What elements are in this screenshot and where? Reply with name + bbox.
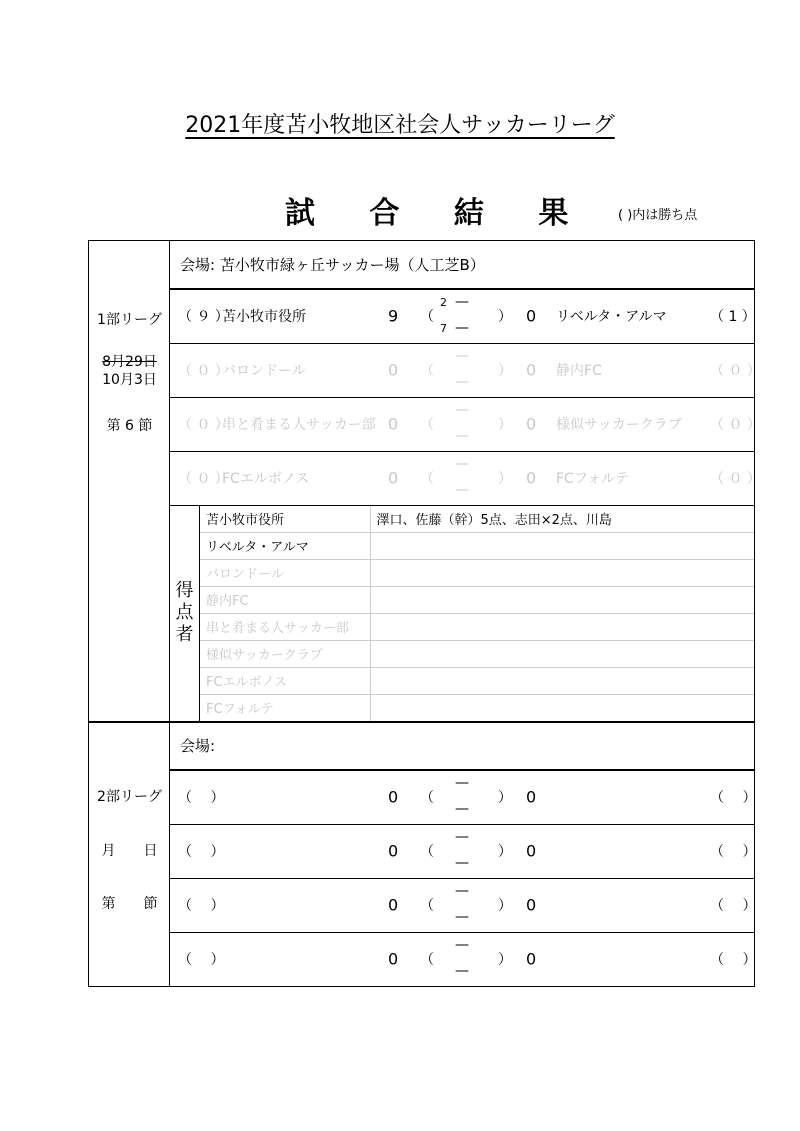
scorer-row (200, 613, 754, 640)
half-close-paren: ） (498, 363, 512, 379)
league2-round: 第 節 (101, 895, 158, 912)
home-points: （ ０ ） (178, 363, 229, 379)
away-team: FCフォルテ (556, 471, 630, 487)
half-dash: — (455, 800, 469, 817)
match-row-4 (170, 451, 761, 505)
scorer-players (370, 667, 754, 694)
away-team: リベルタ・アルマ (556, 309, 667, 325)
half-dash: — (455, 401, 469, 418)
away-team: 静内FC (556, 363, 602, 379)
half-open-paren: （ (420, 952, 434, 968)
half-close-paren: ） (498, 844, 512, 860)
home-score: 0 (388, 841, 399, 861)
half-open-paren: （ (420, 417, 434, 433)
scorer-players: 澤口、佐藤（幹）5点、志田×2点、川島 (370, 506, 754, 533)
match-row-7 (170, 878, 755, 932)
home-score: 0 (388, 787, 399, 807)
half-dash: — (455, 481, 469, 498)
league2-date: 月 日 (101, 842, 158, 859)
half-open-paren: （ (420, 363, 434, 379)
scorer-row (200, 532, 754, 559)
scorer-row (200, 640, 754, 667)
away-score: 0 (526, 360, 537, 380)
scorer-team: FCエルボノス (200, 667, 370, 694)
scorers-label-char: 得 (175, 580, 194, 601)
scorer-players (370, 694, 754, 721)
half-dash: — (455, 427, 469, 444)
half-dash: — (455, 936, 469, 953)
away-score: 0 (526, 414, 537, 434)
half-dash: — (455, 347, 469, 364)
half-away-score: 7 (440, 321, 447, 335)
away-score: 0 (526, 895, 537, 915)
half-dash: — (455, 882, 469, 899)
home-score: 0 (388, 360, 399, 380)
half-dash: — (455, 828, 469, 845)
scorer-team: 様似サッカークラブ (200, 640, 370, 667)
home-points: （ ） (178, 790, 225, 806)
home-points: （ ） (178, 844, 225, 860)
home-score: 0 (388, 949, 399, 969)
away-points: （ ） (710, 898, 757, 914)
home-team: FCエルボノス (222, 471, 310, 487)
half-close-paren: ） (498, 952, 512, 968)
half-dash: — (455, 854, 469, 871)
half-open-paren: （ (420, 790, 434, 806)
scorer-row (200, 586, 754, 613)
away-points: （ ０ ） (710, 363, 761, 379)
half-open-paren: （ (420, 471, 434, 487)
away-points: （ ） (710, 952, 757, 968)
points-note: ( )内は勝ち点 (618, 208, 698, 223)
half-dash: — (455, 319, 469, 336)
scorers-label-char: 点 (175, 602, 194, 623)
home-score: 9 (388, 306, 399, 326)
league1-venue: 会場: 苫小牧市緑ヶ丘サッカー場（人工芝B） (170, 241, 755, 289)
away-points: （ ０ ） (710, 471, 761, 487)
scorer-team: 苫小牧市役所 (200, 506, 370, 533)
league1-date: 10月3日 (102, 372, 157, 388)
home-points: （ ） (178, 952, 225, 968)
home-points: （ ９ ） (178, 309, 229, 325)
half-open-paren: （ (420, 309, 434, 325)
league2-venue: 会場: (170, 722, 755, 770)
scorer-players (370, 532, 754, 559)
league1-date-old: 8月29日 (102, 354, 157, 370)
home-score: 0 (388, 468, 399, 488)
scorer-team: FCフォルテ (206, 702, 274, 717)
scorers-table (200, 506, 754, 721)
match-row-3 (170, 397, 761, 451)
half-close-paren: ） (498, 471, 512, 487)
half-dash: — (455, 455, 469, 472)
half-close-paren: ） (498, 417, 512, 433)
scorer-row (200, 559, 754, 586)
half-dash: — (455, 962, 469, 979)
scorer-players (370, 559, 754, 586)
half-close-paren: ） (498, 309, 512, 325)
match-row-8 (170, 932, 755, 986)
away-team: 様似サッカークラブ (556, 417, 682, 433)
scorer-players (370, 640, 754, 667)
away-score: 0 (526, 468, 537, 488)
results-table (88, 240, 761, 987)
page-heading: 試 合 結 果 (285, 196, 591, 231)
league2-label: 2部リーグ (97, 788, 162, 805)
scorers-cell (200, 505, 755, 722)
home-team: バロンドール (222, 363, 306, 379)
half-close-paren: ） (498, 790, 512, 806)
scorers-label-char: 者 (175, 624, 194, 645)
match-row-2 (170, 343, 761, 397)
half-dash: — (455, 908, 469, 925)
away-points: （ ） (710, 844, 757, 860)
league2-label-cell (89, 722, 170, 987)
home-team: 苫小牧市役所 (222, 309, 306, 325)
away-points: （ ０ ） (710, 417, 761, 433)
scorer-row (200, 667, 754, 694)
league1-label: 1部リーグ (97, 312, 162, 328)
match-row-1 (170, 289, 755, 344)
league1-round: 第 6 節 (106, 418, 153, 434)
away-score: 0 (526, 306, 537, 326)
home-team: 串と肴まる人サッカー部 (222, 417, 376, 433)
home-points: （ ０ ） (178, 471, 229, 487)
away-score: 0 (526, 787, 537, 807)
away-score: 0 (526, 949, 537, 969)
home-points: （ ０ ） (178, 417, 229, 433)
half-close-paren: ） (498, 898, 512, 914)
scorer-team: 串と肴まる人サッカー部 (200, 613, 370, 640)
half-dash: — (455, 373, 469, 390)
half-home-score: 2 (440, 295, 447, 309)
scorer-row (200, 694, 754, 721)
scorer-players (370, 613, 754, 640)
home-score: 0 (388, 414, 399, 434)
home-score: 0 (388, 895, 399, 915)
half-open-paren: （ (420, 844, 434, 860)
home-points: （ ） (178, 898, 225, 914)
away-score: 0 (526, 841, 537, 861)
match-row-5 (170, 770, 755, 825)
scorers-label (170, 505, 200, 722)
document-title: 2021年度苫小牧地区社会人サッカーリーグ (185, 113, 615, 138)
scorer-team: バロンドール (200, 559, 370, 586)
half-dash: — (455, 293, 469, 310)
match-row-6 (170, 824, 755, 878)
half-dash: — (455, 774, 469, 791)
scorer-team: リベルタ・アルマ (200, 532, 370, 559)
scorer-row (200, 506, 754, 533)
away-points: （ ） (710, 790, 757, 806)
half-open-paren: （ (420, 898, 434, 914)
scorer-team: 静内FC (200, 586, 370, 613)
away-points: （ 1 ） (710, 309, 756, 325)
scorer-players (370, 586, 754, 613)
league1-label-cell (89, 241, 170, 722)
